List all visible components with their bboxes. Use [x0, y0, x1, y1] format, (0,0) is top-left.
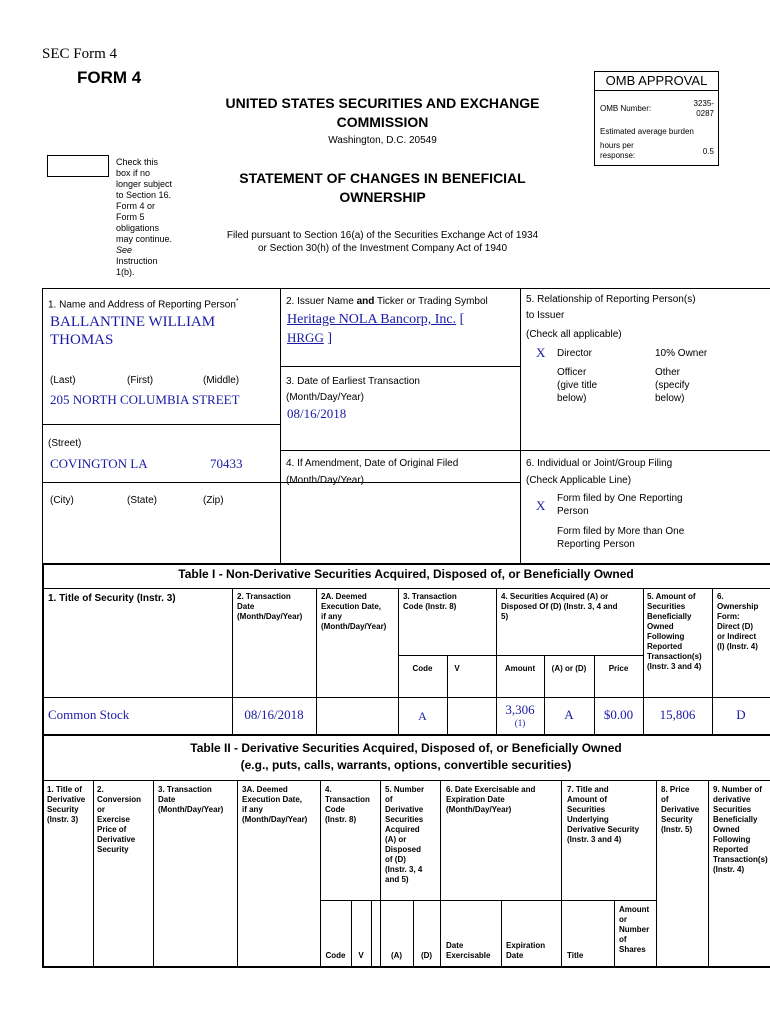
t1-col-transaction-code: 3. Transaction Code (Instr. 8) — [403, 592, 457, 611]
first-label: (First) — [127, 375, 154, 386]
t2-col-conversion-price: 2. Conversion or Exercise Price of Derivative Security — [97, 785, 142, 854]
t2-sub-code: Code — [325, 951, 346, 960]
middle-label: (Middle) — [203, 375, 240, 386]
omb-number-label: OMB Number: — [600, 104, 652, 113]
issuer-name[interactable]: Heritage NOLA Bancorp, Inc. [ HRGG ] — [287, 312, 465, 346]
transaction-code[interactable]: A — [418, 709, 427, 723]
street-label: (Street) — [48, 438, 82, 449]
statement-title: STATEMENT OF CHANGES IN BENEFICIAL OWNERSHIP — [239, 170, 526, 205]
t2-col-number-derivative: 5. Number of Derivative Securities Acquired (A) or Disposed of (D) (Instr. 3, 4 and 5) — [385, 785, 425, 884]
more-persons-label: Form filed by More than One Reporting Person — [557, 526, 685, 550]
security-title[interactable]: Common Stock — [48, 707, 130, 722]
t1-sub-v: V — [454, 664, 460, 673]
director-label: Director — [557, 348, 593, 359]
price[interactable]: $0.00 — [603, 707, 634, 722]
filed-pursuant-text: Filed pursuant to Section 16(a) of the Securities Exchange Act of 1934 or Section 30(h) of the Investment Company Act of 1940 — [226, 230, 539, 254]
earliest-transaction-label: 3. Date of Earliest Transaction — [286, 376, 420, 387]
t2-col-title: 1. Title of Derivative Security (Instr. 3) — [47, 785, 86, 824]
sec-form-label: SEC Form 4 — [42, 46, 118, 62]
amendment-label: 4. If Amendment, Date of Original Filed — [286, 458, 459, 469]
t1-col-deemed-date: 2A. Deemed Execution Date, if any (Month/Day/Year) — [321, 592, 387, 631]
relationship-label: 5. Relationship of Reporting Person(s) to Issuer — [526, 294, 696, 321]
table1-title: Table I - Non-Derivative Securities Acquired, Disposed of, or Beneficially Owned — [178, 567, 634, 581]
city-label: (City) — [50, 495, 74, 506]
street-value[interactable]: 205 NORTH COLUMBIA STREET — [50, 392, 240, 407]
reporting-person-label: 1. Name and Address of Reporting Person* — [48, 298, 239, 311]
t2-col-exercisable-expiration: 6. Date Exercisable and Expiration Date (Month/Day/Year) — [446, 785, 536, 814]
omb-title: OMB APPROVAL — [605, 73, 708, 88]
t1-sub-code: Code — [412, 664, 433, 673]
zip-label: (Zip) — [203, 495, 224, 506]
t2-sub-amount-shares: Amount or Number of Shares — [619, 905, 650, 954]
table2-title: Table II - Derivative Securities Acquired, Disposed of, or Beneficially Owned (e.g., puts, calls, warrants, options, convertible securities) — [190, 741, 622, 772]
agency-name: UNITED STATES SECURITIES AND EXCHANGE COMMISSION — [225, 95, 540, 130]
earliest-transaction-format: (Month/Day/Year) — [286, 392, 364, 403]
footnote-ref[interactable]: (1) — [514, 718, 526, 728]
amount-owned[interactable]: 15,806 — [659, 707, 696, 722]
amendment-format: (Month/Day/Year) — [286, 475, 364, 486]
omb-burden-label: Estimated average burden — [600, 127, 694, 136]
zip-value[interactable]: 70433 — [210, 456, 243, 471]
t1-sub-amount: Amount — [504, 664, 536, 673]
issuer-label: 2. Issuer Name and Ticker or Trading Symbol — [286, 296, 488, 307]
form-title: FORM 4 — [77, 68, 142, 87]
director-mark[interactable]: X — [536, 345, 546, 360]
t1-col-amount-owned: 5. Amount of Securities Beneficially Owned Following Reported Transaction(s) (Instr. 3 and 4) — [647, 592, 702, 671]
one-person-mark[interactable]: X — [536, 498, 546, 513]
no-longer-subject-checkbox[interactable] — [47, 155, 109, 177]
city-value[interactable]: COVINGTON LA — [50, 456, 148, 471]
other-label: Other (specify below) — [655, 367, 690, 404]
omb-hours-label: hours per response: — [600, 141, 636, 160]
t2-col-underlying-securities: 7. Title and Amount of Securities Underlying Derivative Security (Instr. 3 and 4) — [567, 785, 640, 844]
t2-sub-expiration-date: Expiration Date — [506, 941, 546, 960]
one-person-label: Form filed by One Reporting Person — [557, 493, 683, 517]
t1-sub-price: Price — [608, 664, 629, 673]
reporting-person-name[interactable]: BALLANTINE WILLIAM THOMAS — [50, 314, 216, 348]
officer-label: Officer (give title below) — [557, 367, 598, 404]
transaction-date[interactable]: 08/16/2018 — [244, 707, 304, 722]
last-label: (Last) — [50, 375, 76, 386]
t1-col-ownership-form: 6. Ownership Form: Direct (D) or Indirect (I) (Instr. 4) — [717, 592, 759, 651]
t2-col-deemed-date: 3A. Deemed Execution Date, if any (Month/Day/Year) — [242, 785, 308, 824]
t2-sub-v: V — [358, 951, 364, 960]
check-all-applicable: (Check all applicable) — [526, 329, 622, 340]
omb-number-value: 3235- 0287 — [693, 99, 714, 118]
t2-col-number-owned: 9. Number of derivative Securities Beneficially Owned Following Reported Transaction(s) (Instr. 4) — [713, 785, 768, 874]
ten-percent-owner-label: 10% Owner — [655, 348, 708, 359]
t1-col-transaction-date: 2. Transaction Date (Month/Day/Year) — [237, 592, 303, 621]
check-box-note: Check this box if no longer subject to Section 16. Form 4 or Form 5 obligations may continue. See Instruction 1(b). — [116, 157, 173, 277]
t2-sub-d: (D) — [420, 951, 433, 960]
filing-label: 6. Individual or Joint/Group Filing — [526, 458, 673, 469]
a-or-d[interactable]: A — [564, 707, 574, 722]
filing-check-label: (Check Applicable Line) — [526, 475, 632, 486]
t2-sub-title: Title — [567, 951, 584, 960]
t2-sub-date-exercisable: Date Exercisable — [446, 941, 491, 960]
t2-col-transaction-date: 3. Transaction Date (Month/Day/Year) — [158, 785, 224, 814]
ticker-symbol[interactable]: HRGG — [287, 330, 324, 345]
t2-sub-a: (A) — [390, 951, 403, 960]
amount[interactable]: 3,306 — [505, 702, 535, 717]
ownership-form[interactable]: D — [736, 707, 746, 722]
t1-col-title: 1. Title of Security (Instr. 3) — [48, 593, 176, 604]
t2-col-transaction-code: 4. Transaction Code (Instr. 8) — [325, 785, 370, 824]
t2-col-price-derivative: 8. Price of Derivative Security (Instr. 5) — [661, 785, 700, 834]
agency-city: Washington, D.C. 20549 — [328, 135, 437, 146]
earliest-transaction-date[interactable]: 08/16/2018 — [287, 406, 347, 421]
omb-hours-value: 0.5 — [702, 147, 714, 156]
state-label: (State) — [127, 495, 158, 506]
t1-sub-a-or-d: (A) or (D) — [551, 664, 587, 673]
t1-col-securities-acquired: 4. Securities Acquired (A) or Disposed Of (D) (Instr. 3, 4 and 5) — [501, 592, 618, 621]
